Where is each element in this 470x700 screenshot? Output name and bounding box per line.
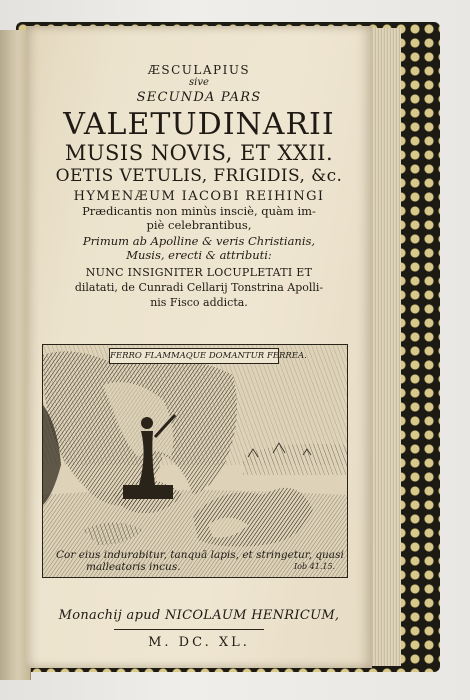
title-line-fisco: nis Fisco addicta. bbox=[150, 296, 248, 309]
title-line-musis-erecti: Musis, erecti & attributi: bbox=[126, 248, 272, 262]
verse-reference: Iob 41.15. bbox=[294, 562, 336, 571]
title-line-valetudinarii: VALETUDINARII bbox=[63, 107, 335, 142]
imprint-year: M. DC. XL. bbox=[148, 635, 250, 650]
engraving-motto: FERRO FLAMMAQUE DOMANTUR FERREA. bbox=[109, 348, 279, 364]
title-line-celebrantibus: piè celebrantibus, bbox=[146, 218, 252, 232]
verse-line-2: malleatoris incus. bbox=[86, 561, 181, 573]
title-line-poetis-vetulis: OETIS VETULIS, FRIGIDIS, &c. bbox=[55, 166, 343, 186]
verse-line-1: Cor eius indurabitur, tanquā lapis, et stringetur, quasi bbox=[56, 549, 344, 561]
title-page bbox=[26, 26, 372, 668]
title-line-secunda-pars: SECUNDA PARS bbox=[136, 90, 262, 105]
title-line-dilatati: dilatati, de Cunradi Cellarij Tonstrina Apolli- bbox=[74, 281, 324, 294]
title-line-aesculapius: ÆSCULAPIUS bbox=[147, 63, 251, 77]
title-line-praedicantis: Prædicantis non minùs insciè, quàm im- bbox=[82, 204, 316, 218]
title-line-musis-novis: MUSIS NOVIS, ET XXII. bbox=[64, 141, 334, 165]
title-line-hymenaeum: HYMENÆUM IACOBI REIHINGI bbox=[73, 189, 325, 204]
imprint-rule bbox=[114, 629, 264, 630]
engraving-illustration bbox=[43, 345, 347, 577]
title-line-nunc-insigniter: NUNC INSIGNITER LOCUPLETATI ET bbox=[85, 266, 313, 279]
title-line-primum: Primum ab Apolline & veris Christianis, bbox=[82, 234, 316, 248]
title-line-sive: sive bbox=[189, 77, 209, 88]
engraving-plate bbox=[42, 344, 348, 578]
imprint-printer: Monachij apud NICOLAUM HENRICUM, bbox=[58, 608, 340, 623]
